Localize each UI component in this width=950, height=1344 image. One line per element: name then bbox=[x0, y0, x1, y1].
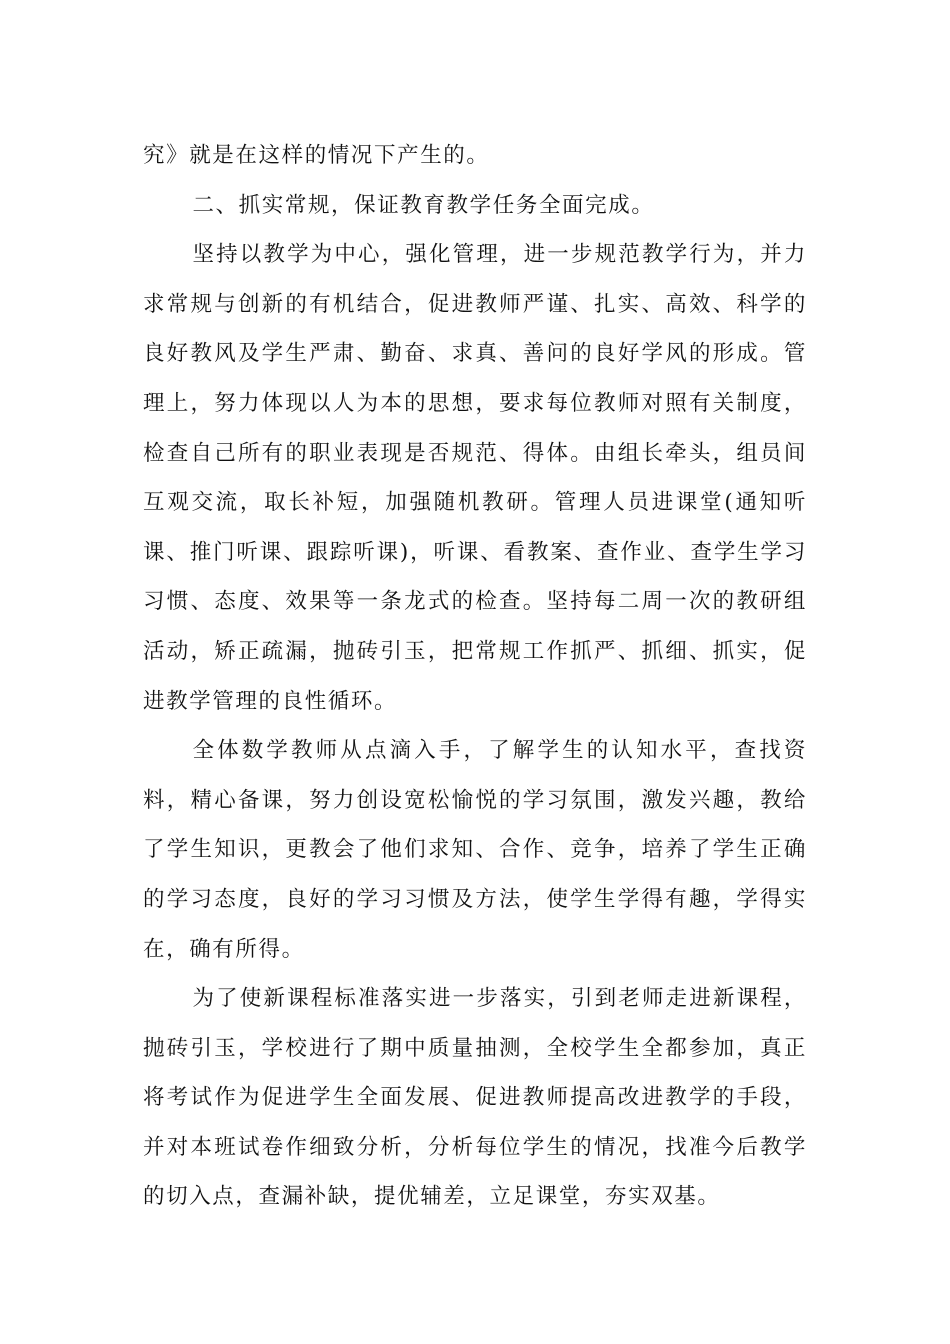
paragraph-midterm-test: 为了使新课程标准落实进一步落实，引到老师走进新课程，抛砖引玉，学校进行了期中质量抽测，全校学生全都参加，真正将考试作为促进学生全面发展、促进教师提高改进教学的手段，并对本班试卷作细致分析，分析每位学生的情况，找准今后教学的切入点，查漏补缺，提优辅差，立足课堂，夯实双基。 bbox=[143, 986, 807, 1210]
section-heading: 二、抓实常规，保证教育教学任务全面完成。 bbox=[192, 192, 655, 218]
document-body bbox=[143, 131, 807, 1222]
paragraph-continuation: 究》就是在这样的情况下产生的。 bbox=[143, 143, 490, 168]
paragraph-math-teachers: 全体数学教师从点滴入手，了解学生的认知水平，查找资料，精心备课，努力创设宽松愉悦的学习氛围，激发兴趣，教给了学生知识，更教会了他们求知、合作、竞争，培养了学生正确的学习态度，良好的学习习惯及方法，使学生学得有趣，学得实在，确有所得。 bbox=[143, 738, 807, 962]
paragraph-routine-management: 坚持以教学为中心，强化管理，进一步规范教学行为，并力求常规与创新的有机结合，促进教师严谨、扎实、高效、科学的良好教风及学生严肃、勤奋、求真、善问的良好学风的形成。管理上，努力体现以人为本的思想，要求每位教师对照有关制度，检查自己所有的职业表现是否规范、得体。由组长牵头，组员间互观交流，取长补短，加强随机教研。管理人员进课堂(通知听课、推门听课、跟踪听课)，听课、看教案、查作业、查学生学习习惯、态度、效果等一条龙式的检查。坚持每二周一次的教研组活动，矫正疏漏，抛砖引玉，把常规工作抓严、抓细、抓实，促进教学管理的良性循环。 bbox=[143, 242, 807, 714]
